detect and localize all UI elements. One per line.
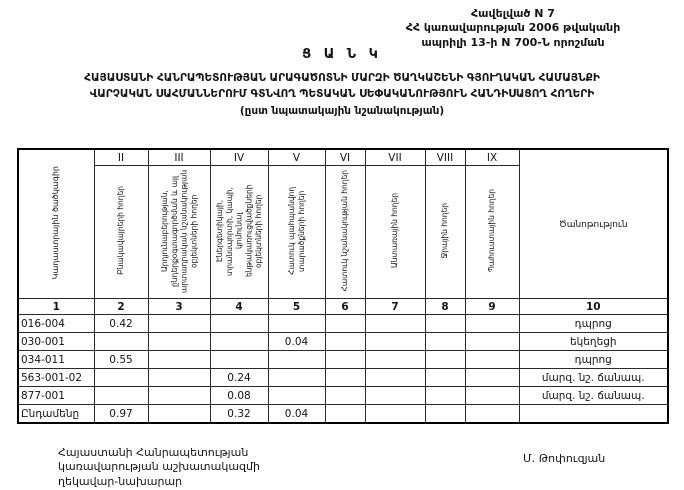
column-header-transport-lands: Էներգետիկայի, տրանսպորտի, կապի, կոմունալ ենթակառուցվածքների օբյեկտների հողեր xyxy=(210,166,268,299)
signatory-line-2: կառավարության աշխատակազմի xyxy=(58,460,260,474)
column-number: 4 xyxy=(210,299,268,315)
roman-numeral: VIII xyxy=(425,149,465,166)
roman-numeral: VI xyxy=(325,149,365,166)
column-header-forest-lands: Անտառային հողեր xyxy=(365,166,425,299)
total-label-cell: Ընդամենը xyxy=(18,405,94,424)
column-number: 9 xyxy=(465,299,519,315)
area-cell xyxy=(365,351,425,369)
area-cell xyxy=(365,333,425,351)
column-number: 7 xyxy=(365,299,425,315)
area-cell xyxy=(148,333,210,351)
land-parcels-table xyxy=(17,148,669,424)
area-cell xyxy=(425,369,465,387)
cadastral-code-cell: 030-001 xyxy=(18,333,94,351)
area-cell xyxy=(365,369,425,387)
note-cell: դպրոց xyxy=(519,315,668,333)
column-header-water-lands: Ջրային հողեր xyxy=(425,166,465,299)
area-cell xyxy=(465,351,519,369)
total-area-cell xyxy=(465,405,519,424)
area-cell xyxy=(325,315,365,333)
area-cell: 0.24 xyxy=(210,369,268,387)
area-cell xyxy=(268,315,325,333)
area-cell xyxy=(148,387,210,405)
table-row xyxy=(18,351,668,369)
area-cell xyxy=(465,387,519,405)
subtitle-line-2: ՎԱՐՉԱԿԱՆ ՍԱՀՄԱՆՆԵՐՈՒՄ ԳՏՆՎՈՂ ՊԵՏԱԿԱՆ ՍԵՓԱԿԱՆՈՒԹՅՈՒՆ ՀԱՆԴԻՍԱՑՈՂ ՀՈՂԵՐԻ xyxy=(89,88,595,101)
area-cell xyxy=(325,387,365,405)
column-number: 2 xyxy=(94,299,148,315)
column-header-protected-lands: Հատուկ պահպանվող տարածքների հողեր xyxy=(268,166,325,299)
signatory-line-1: Հայաստանի Հանրապետության xyxy=(58,446,249,459)
area-cell xyxy=(465,369,519,387)
total-area-cell xyxy=(148,405,210,424)
cadastral-code-cell: 016-004 xyxy=(18,315,94,333)
column-header-industrial-lands: Արդյունաբերության, ընդերքօգտագործման և այլ արտադրական նշանակության օբյեկտների հողեր xyxy=(148,166,210,299)
roman-numeral: II xyxy=(94,149,148,166)
signatory-line-3: ղեկավար-նախարար xyxy=(58,474,183,488)
area-cell xyxy=(268,369,325,387)
total-area-cell xyxy=(425,405,465,424)
area-cell xyxy=(148,315,210,333)
column-header-note xyxy=(519,149,668,299)
annex-line-3: ապրիլի 13-ի N 700-Ն որոշման xyxy=(421,35,605,49)
column-header-special-lands: Հատուկ նշանակության հողեր xyxy=(325,166,365,299)
table-row xyxy=(18,333,668,351)
area-cell xyxy=(425,333,465,351)
area-cell xyxy=(210,333,268,351)
cadastral-code-cell: 034-011 xyxy=(18,351,94,369)
column-header-reserve-lands: Պահուստային հողեր xyxy=(465,166,519,299)
roman-numeral: III xyxy=(148,149,210,166)
note-header-label: Ծանոթություն xyxy=(558,220,628,230)
page-title: Ց Ա Ն Կ xyxy=(302,47,382,62)
total-row xyxy=(18,405,668,424)
area-cell xyxy=(425,387,465,405)
roman-numeral-row xyxy=(18,149,668,166)
area-cell xyxy=(268,387,325,405)
cadastral-code-cell: 877-001 xyxy=(18,387,94,405)
area-cell xyxy=(210,351,268,369)
note-cell: մարզ. նշ. ճանապ. xyxy=(519,387,668,405)
total-area-cell xyxy=(365,405,425,424)
column-header-cadastral-code xyxy=(18,149,94,299)
annex-line-2: ՀՀ կառավարության 2006 թվականի xyxy=(405,21,621,35)
area-cell xyxy=(325,333,365,351)
total-area-cell: 0.32 xyxy=(210,405,268,424)
area-cell xyxy=(94,369,148,387)
total-area-cell xyxy=(325,405,365,424)
annex-line-1: Հավելված N 7 xyxy=(471,7,555,20)
column-number: 10 xyxy=(519,299,668,315)
area-cell xyxy=(148,369,210,387)
note-cell: դպրոց xyxy=(519,351,668,369)
column-number-row xyxy=(18,299,668,315)
cadastral-code-header-label: Կադաստրային ծածկագիր xyxy=(51,165,61,280)
total-note-cell xyxy=(519,405,668,424)
table-row xyxy=(18,369,668,387)
area-cell xyxy=(148,351,210,369)
annex-reference-block xyxy=(358,7,668,50)
area-cell xyxy=(425,315,465,333)
area-cell xyxy=(465,333,519,351)
column-number: 8 xyxy=(425,299,465,315)
area-cell xyxy=(210,315,268,333)
column-header-settlement-lands: Բնակավայրերի հողեր xyxy=(94,166,148,299)
area-cell xyxy=(425,351,465,369)
roman-numeral: V xyxy=(268,149,325,166)
area-cell: 0.08 xyxy=(210,387,268,405)
area-cell xyxy=(365,387,425,405)
area-cell: 0.42 xyxy=(94,315,148,333)
column-number: 5 xyxy=(268,299,325,315)
note-cell: եկեղեցի xyxy=(519,333,668,351)
area-cell xyxy=(325,369,365,387)
column-number: 3 xyxy=(148,299,210,315)
area-cell xyxy=(268,351,325,369)
roman-numeral: IV xyxy=(210,149,268,166)
signatory-title-block xyxy=(58,446,260,489)
area-cell xyxy=(325,351,365,369)
area-cell xyxy=(365,315,425,333)
roman-numeral: VII xyxy=(365,149,425,166)
total-area-cell: 0.97 xyxy=(94,405,148,424)
column-number: 6 xyxy=(325,299,365,315)
subtitle-line-3: (ըստ նպատակային նշանակության) xyxy=(239,104,445,117)
area-cell xyxy=(465,315,519,333)
subtitle-line-1: ՀԱՅԱՍՏԱՆԻ ՀԱՆՐԱՊԵՏՈՒԹՅԱՆ ԱՐԱԳԱԾՈՏՆԻ ՄԱՐԶԻ ԾԱՂԿԱՇԵՆԻ ԳՅՈՒՂԱԿԱՆ ՀԱՄԱՅՆՔԻ xyxy=(84,72,600,84)
table-row xyxy=(18,315,668,333)
cadastral-code-cell: 563-001-02 xyxy=(18,369,94,387)
area-cell: 0.55 xyxy=(94,351,148,369)
total-area-cell: 0.04 xyxy=(268,405,325,424)
document-subtitle xyxy=(0,70,684,119)
column-number: 1 xyxy=(18,299,94,315)
area-cell xyxy=(94,387,148,405)
area-cell: 0.04 xyxy=(268,333,325,351)
signature-name: Մ. Թոփուզյան xyxy=(523,452,606,465)
roman-numeral: IX xyxy=(465,149,519,166)
table-row xyxy=(18,387,668,405)
area-cell xyxy=(94,333,148,351)
note-cell: մարզ. նշ. ճանապ. xyxy=(519,369,668,387)
